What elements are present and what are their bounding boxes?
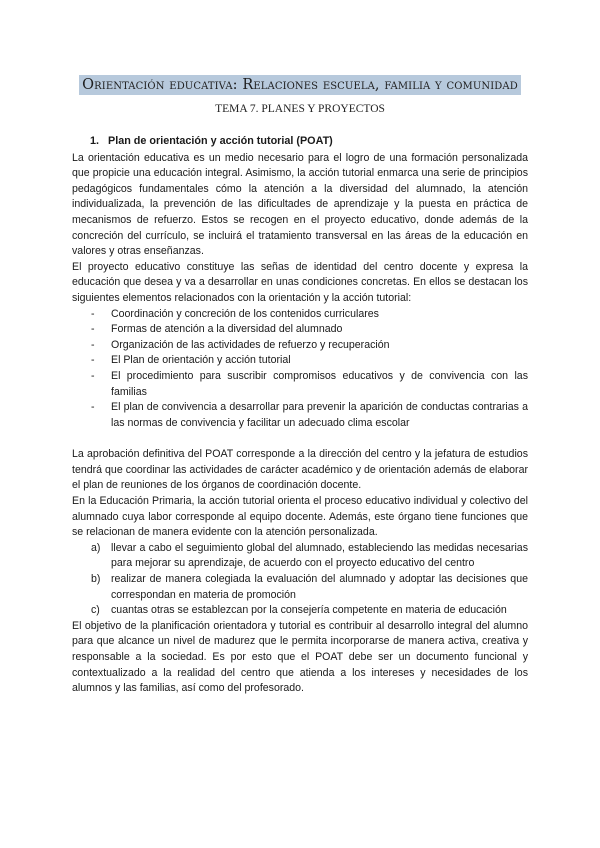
paragraph-4: En la Educación Primaria, la acción tutorial orienta el proceso educativo individual y colectivo del alumnado cuya labor corresponde al equipo docente. Además, este órgano tiene funciones que se relacionan de manera evidente con la atención personalizada.	[72, 495, 528, 539]
section-number: 1.	[90, 135, 100, 147]
list-item	[72, 572, 528, 603]
list-item: - El Plan de orientación y acción tutorial	[72, 353, 528, 369]
list-marker: c)	[91, 604, 100, 617]
section-heading-text: Plan de orientación y acción tutorial (POAT)	[108, 135, 333, 147]
document-body	[72, 134, 528, 697]
list-marker: b)	[91, 573, 101, 586]
paragraph-5: El objetivo de la planificación orientadora y tutorial es contribuir al desarrollo integral del alumno para que alcance un nivel de madurez que le permita incorporarse de manera activa, creativa y responsable a la sociedad. Es por esto que el POAT debe ser un documento funcional y contextualizado a la realidad del centro que atienda a los intereses y necesidades de los alumnos y las familias, así como del profesorado.	[72, 619, 528, 695]
list-marker: a)	[91, 541, 101, 554]
list-item-text: realizar de manera colegiada la evaluación del alumnado y adoptar las decisiones que correspondan en materia de promoción	[111, 573, 528, 601]
list-item: - Formas de atención a la diversidad del alumnado	[72, 322, 528, 338]
list-item	[72, 603, 528, 619]
paragraph-1: La orientación educativa es un medio necesario para el logro de una formación personalizada que propicie una educación integral. Asimismo, la acción tutorial enmarca una serie de principios pedagógicos fundamentales cómo la atención a la diversidad del alumnado, la atención individualizada, la prevención de las dificultades de aprendizaje y la puesta en práctica de mecanismos de refuerzo. Estos se recogen en el proyecto educativo, donde además de la concreción del currículo, se incluirá el tratamiento transversal en las áreas de la educación en valores y otras enseñanzas.	[72, 151, 528, 258]
paragraph-3: La aprobación definitiva del POAT corresponde a la dirección del centro y la jefatura de estudios tendrá que coordinar las actividades de carácter académico y de orientación además de elaborar el plan de reuniones de los órganos de coordinación docente.	[72, 448, 528, 492]
list-item-text: cuantas otras se establezcan por la consejería competente en materia de educación	[111, 604, 507, 617]
list-item: - El plan de convivencia a desarrollar para prevenir la aparición de conductas contrarias a las normas de convivencia y facilitar un adecuado clima escolar	[72, 400, 528, 431]
elements-list	[72, 307, 528, 432]
functions-list	[72, 541, 528, 619]
list-item-text: llevar a cabo el seguimiento global del alumnado, estableciendo las medidas necesarias para mejorar su aprendizaje, de acuerdo con el proyecto educativo del centro	[111, 541, 528, 570]
section-heading	[90, 134, 528, 150]
list-item	[72, 541, 528, 572]
list-item: - Organización de las actividades de refuerzo y recuperación	[72, 338, 528, 354]
paragraph-2: El proyecto educativo constituye las señas de identidad del centro docente y expresa la educación que desea y va a desarrollar en unas condiciones concretas. En ellos se destacan los siguientes elementos relacionados con la orientación y la acción tutorial:	[72, 260, 528, 304]
document-title: Orientación educativa: Relaciones escuela, familia y comunidad	[79, 75, 521, 95]
document-title-bar	[0, 75, 600, 95]
document-subtitle: TEMA 7. PLANES Y PROYECTOS	[215, 103, 385, 115]
spacer	[72, 431, 528, 447]
list-item: - Coordinación y concreción de los contenidos curriculares	[72, 307, 528, 323]
list-item: - El procedimiento para suscribir compromisos educativos y de convivencia con las familias	[72, 369, 528, 400]
